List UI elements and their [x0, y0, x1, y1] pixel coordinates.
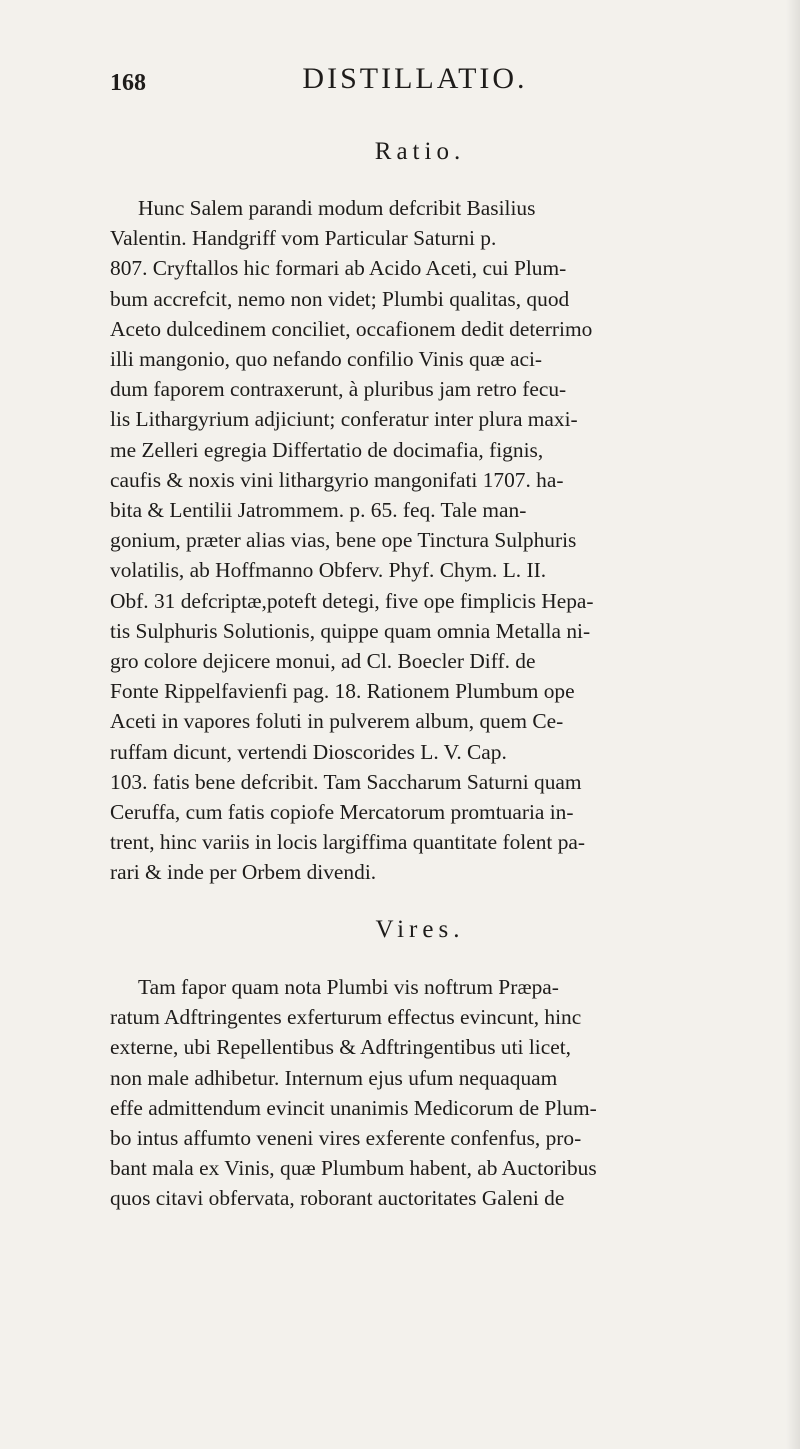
text-line: gro colore dejicere monui, ad Cl. Boecler Diff. de [110, 649, 536, 674]
text-line: trent, hinc variis in locis largiffima quantitate folent pa- [110, 830, 586, 855]
text-line: effe admittendum evincit unanimis Medicorum de Plum- [110, 1095, 597, 1120]
text-line: Hunc Salem parandi modum defcribit Basilius [138, 196, 536, 220]
text-line: Aceto dulcedinem conciliet, occafionem dedit deterrimo [110, 316, 593, 341]
text-line: lis Lithargyrium adjiciunt; conferatur inter plura maxi- [110, 407, 578, 432]
text-line: rari & inde per Orbem divendi. [110, 860, 377, 885]
section-heading-vires: Vires. [375, 916, 465, 943]
text-line: Ceruffa, cum fatis copiofe Mercatorum promtuaria in- [110, 800, 574, 825]
text-line: externe, ubi Repellentibus & Adftringentibus uti licet, [110, 1035, 571, 1060]
text-line: non male adhibetur. Internum ejus ufum nequaquam [110, 1065, 558, 1090]
page-edge [786, 0, 800, 1449]
paragraph-vires [110, 972, 790, 1214]
text-line: Obf. 31 defcriptæ,poteft detegi, five ope fimplicis Hepa- [110, 588, 594, 613]
text-line: bo intus affumto veneni vires exferente confenfus, pro- [110, 1126, 582, 1151]
text-line: Valentin. Handgriff vom Particular Saturni p. [110, 226, 497, 251]
text-line: me Zelleri egregia Differtatio de docimafia, fignis, [110, 437, 544, 462]
running-head: DISTILLATIO. [302, 62, 528, 95]
text-line: bant mala ex Vinis, quæ Plumbum habent, ab Auctoribus [110, 1156, 597, 1181]
text-line: caufis & noxis vini lithargyrio mangonifati 1707. ha- [110, 467, 564, 492]
text-line: bum accrefcit, nemo non videt; Plumbi qualitas, quod [110, 286, 570, 311]
text-line: bita & Lentilii Jatrommem. p. 65. feq. Tale man- [110, 498, 527, 523]
page-number: 168 [110, 70, 146, 96]
text-line: tis Sulphuris Solutionis, quippe quam omnia Metalla ni- [110, 618, 591, 643]
section-heading-ratio: Ratio. [374, 138, 466, 165]
text-line: dum faporem contraxerunt, à pluribus jam retro fecu- [110, 377, 567, 402]
text-line: Fonte Rippelfavienfi pag. 18. Rationem Plumbum ope [110, 679, 575, 704]
text-line: Tam fapor quam nota Plumbi vis noftrum Præpa- [138, 975, 559, 999]
text-line: volatilis, ab Hoffmanno Obferv. Phyf. Chym. L. II. [110, 558, 547, 583]
paragraph-ratio [110, 193, 790, 888]
text-line: Aceti in vapores foluti in pulverem album, quem Ce- [110, 709, 564, 734]
text-line: gonium, præter alias vias, bene ope Tinctura Sulphuris [110, 528, 577, 553]
text-line: 103. fatis bene defcribit. Tam Saccharum Saturni quam [110, 769, 582, 794]
text-line: ruffam dicunt, vertendi Dioscorides L. V. Cap. [110, 739, 507, 764]
text-line: 807. Cryftallos hic formari ab Acido Aceti, cui Plum- [110, 256, 567, 281]
text-line: quos citavi obfervata, roborant auctoritates Galeni de [110, 1186, 565, 1211]
text-line: ratum Adftringentes exferturum effectus evincunt, hinc [110, 1005, 582, 1030]
text-line: illi mangonio, quo nefando confilio Vinis quæ aci- [110, 347, 543, 372]
